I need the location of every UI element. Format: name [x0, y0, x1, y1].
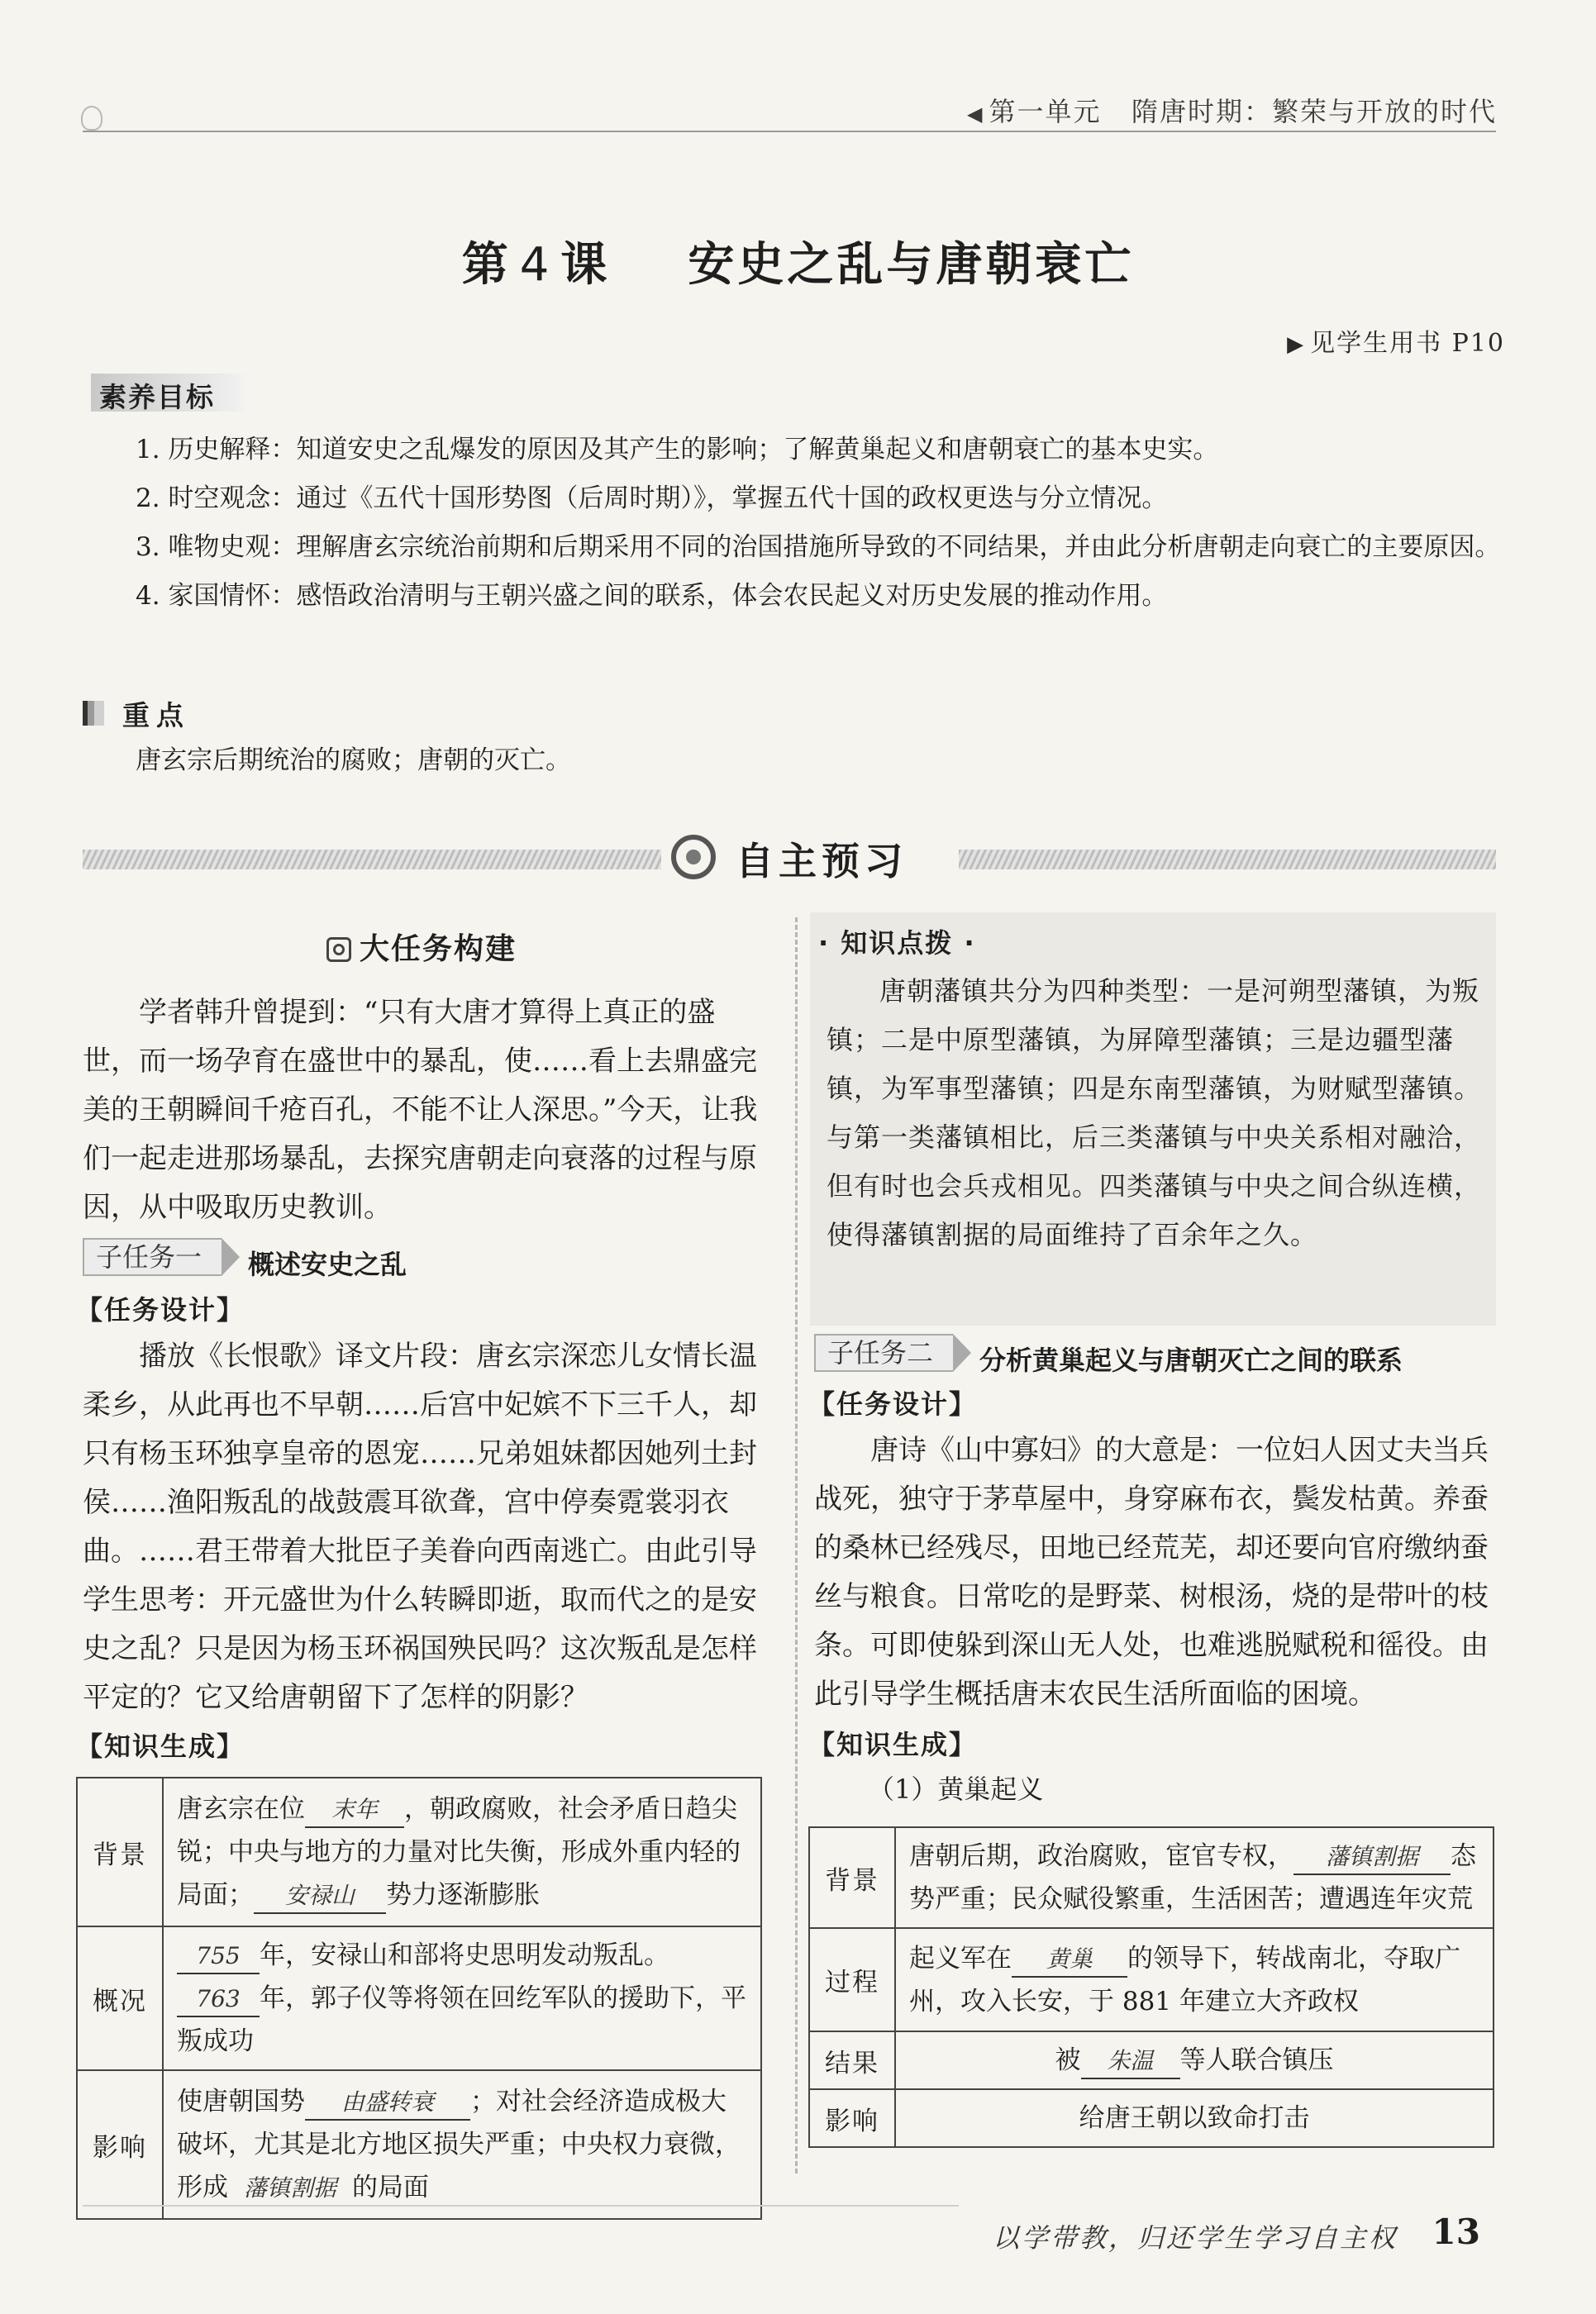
fill-blank: 由盛转衰	[305, 2086, 470, 2121]
goals-list	[83, 426, 1504, 621]
goal-item: 4. 家国情怀：感悟政治清明与王朝兴盛之间的联系，体会农民起义对历史发展的推动作用。	[136, 581, 1168, 611]
table-label: 概况	[77, 1926, 163, 2070]
fill-blank: 藩镇割据	[1293, 1840, 1451, 1875]
an-shi-table	[76, 1777, 762, 2220]
lesson-title: 第 4 课 安史之乱与唐朝衰亡	[461, 238, 1135, 292]
table-cell: 起义军在 黄巢 的领导下，转战南北，夺取广州，攻入长安，于 881 年建立大齐政权	[895, 1928, 1494, 2031]
keypoint-heading: 重点	[122, 699, 190, 731]
fill-blank: 755	[177, 1940, 260, 1974]
task-design-text: 播放《长恨歌》译文片段：唐玄宗深恋儿女情长温柔乡，从此再也不早朝……后宫中妃嫔不下三千人，却只有杨玉环独享皇帝的恩宠……兄弟姐妹都因她列土封侯……渔阳叛乱的战鼓震耳欲聋，宫中停奏霓裳羽衣曲。……君王带着大批臣子美眷向西南逃亡。由此引导学生思考：开元盛世为什么转瞬即逝，取而代之的是安史之乱？只是因为杨玉环祸国殃民吗？这次叛乱是怎样平定的？它又给唐朝留下了怎样的阴影？	[83, 1340, 757, 1714]
table-cell: 使唐朝国势 由盛转衰 ；对社会经济造成极大破坏，尤其是北方地区损失严重；中央权力衰微，形成 藩镇割据 的局面	[163, 2070, 761, 2219]
page-number: 13	[1432, 2212, 1480, 2252]
fill-blank: 藩镇割据	[228, 2172, 352, 2207]
play-triangle-icon: ▶	[1287, 332, 1306, 357]
column-divider	[795, 917, 798, 2174]
header-divider	[83, 131, 1496, 132]
table-label: 影响	[77, 2070, 163, 2219]
running-header	[967, 91, 1497, 129]
lesson-name: 安史之乱与唐朝衰亡	[688, 238, 1135, 292]
left-triangle-icon: ◀	[966, 102, 984, 126]
fill-blank: 763	[177, 1983, 260, 2017]
keypoint-marker-icon	[83, 701, 104, 726]
keypoint-text: 唐玄宗后期统治的腐败；唐朝的灭亡。	[136, 745, 571, 775]
sub-item-title: （1）黄巢起义	[868, 1774, 1044, 1805]
unit-title: 隋唐时期：繁荣与开放的时代	[1131, 96, 1497, 127]
target-icon	[671, 835, 716, 879]
table-cell: 唐玄宗在位 末年 ，朝政腐败，社会矛盾日趋尖锐；中央与地方的力量对比失衡，形成外重内轻的局面； 安禄山 势力逐渐膨胀	[163, 1778, 761, 1926]
subtask-tag: 子任务二	[814, 1334, 953, 1372]
task-design-heading: 【任务设计】	[76, 1294, 245, 1326]
subtask-title: 分析黄巢起义与唐朝灭亡之间的联系	[979, 1344, 1403, 1376]
fill-blank: 朱温	[1081, 2045, 1180, 2079]
huang-chao-table	[808, 1826, 1494, 2148]
big-task-heading: 大任务构建	[326, 926, 517, 968]
table-label: 结果	[809, 2031, 895, 2089]
knowledge-tip-text: 唐朝藩镇共分为四种类型：一是河朔型藩镇，为叛镇；二是中原型藩镇，为屏障型藩镇；三是边疆型藩镇，为军事型藩镇；四是东南型藩镇，为财赋型藩镇。与第一类藩镇相比，后三类藩镇与中央关系相对融洽，但有时也会兵戎相见。四类藩镇与中央之间合纵连横，使得藩镇割据的局面维持了百余年之久。	[827, 975, 1482, 1250]
section-banner	[83, 835, 1496, 884]
goal-item: 2. 时空观念：通过《五代十国形势图（后周时期）》，掌握五代十国的政权更迭与分立情况。	[136, 483, 1168, 513]
subtask-two	[814, 1334, 1403, 1376]
fill-blank: 安禄山	[254, 1879, 386, 1914]
table-cell: 被 朱温 等人联合镇压	[895, 2031, 1494, 2089]
unit-label: 第一单元	[989, 96, 1102, 127]
banner-stripe-left	[83, 850, 661, 869]
banner-title: 自主预习	[736, 831, 924, 886]
search-box-icon	[326, 937, 351, 962]
footer-slogan: 以学带教，归还学生学习自主权	[992, 2222, 1398, 2254]
knowledge-heading: 【知识生成】	[76, 1731, 245, 1762]
fill-blank: 末年	[305, 1793, 404, 1828]
goals-heading-box	[91, 374, 248, 412]
table-label: 影响	[809, 2089, 895, 2147]
table-label: 背景	[809, 1827, 895, 1928]
table-cell: 755 年，安禄山和部将史思明发动叛乱。763 年，郭子仪等将领在回纥军队的援助下，平叛成功	[163, 1926, 761, 2070]
task-design-text: 唐诗《山中寡妇》的大意是：一位妇人因丈夫当兵战死，独守于茅草屋中，身穿麻布衣，鬓发枯黄。养蚕的桑林已经残尽，田地已经荒芜，却还要向官府缴纳蚕丝与粮食。日常吃的是野菜、树根汤，烧的是带叶的枝条。可即使躲到深山无人处，也难逃脱赋税和徭役。由此引导学生概括唐末农民生活所面临的困境。	[814, 1434, 1489, 1711]
fill-blank: 黄巢	[1012, 1943, 1127, 1978]
footer-divider	[83, 2205, 959, 2207]
banner-stripe-right	[959, 850, 1496, 869]
student-book-reference: ▶ 见学生用书 P10	[1287, 329, 1505, 358]
goal-item: 3. 唯物史观：理解唐玄宗统治前期和后期采用不同的治国措施所导致的不同结果，并由此分析唐朝走向衰亡的主要原因。	[136, 532, 1501, 562]
task-design-heading: 【任务设计】	[808, 1388, 978, 1420]
subtask-title: 概述安史之乱	[248, 1248, 407, 1280]
table-label: 背景	[77, 1778, 163, 1926]
lightbulb-icon	[81, 106, 102, 131]
goals-heading: 素养目标	[99, 381, 215, 413]
goal-item: 1. 历史解释：知道安史之乱爆发的原因及其产生的影响；了解黄巢起义和唐朝衰亡的基本史实。	[136, 435, 1219, 464]
knowledge-tip-heading: · 知识点拨 ·	[818, 927, 976, 959]
knowledge-heading: 【知识生成】	[808, 1729, 978, 1760]
table-label: 过程	[809, 1928, 895, 2031]
subtask-tag: 子任务一	[83, 1238, 222, 1276]
subtask-one	[83, 1238, 407, 1280]
table-cell: 给唐王朝以致命打击	[895, 2089, 1494, 2147]
intro-paragraph: 学者韩升曾提到：“只有大唐才算得上真正的盛世，而一场孕育在盛世中的暴乱，使……看上去鼎盛完美的王朝瞬间千疮百孔，不能不让人深思。”今天，让我们一起走进那场暴乱，去探究唐朝走向衰落的过程与原因，从中吸取历史教训。	[83, 996, 758, 1224]
table-cell: 唐朝后期，政治腐败，宦官专权， 藩镇割据 态势严重；民众赋役繁重，生活困苦；遭遇连年灾荒	[895, 1827, 1494, 1928]
